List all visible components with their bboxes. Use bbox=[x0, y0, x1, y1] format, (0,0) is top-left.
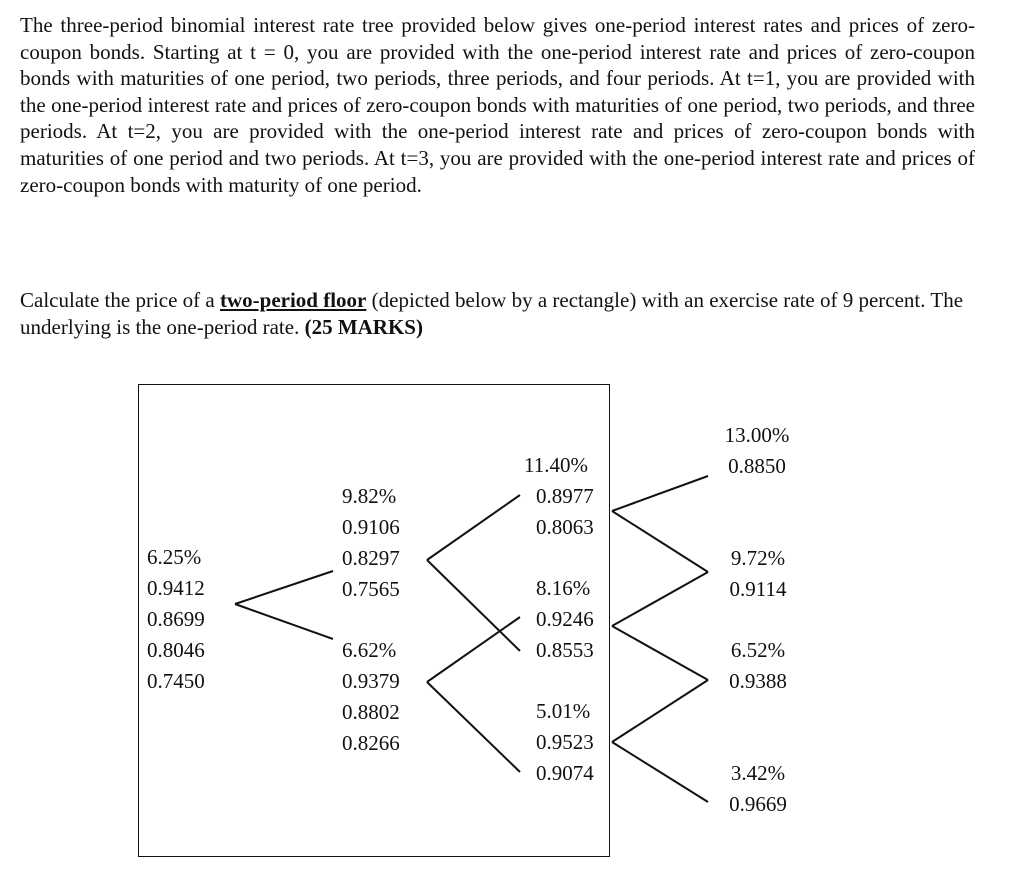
node-price: 0.9379 bbox=[342, 669, 400, 693]
node-price: 0.9669 bbox=[729, 792, 787, 816]
question-text-middle: (depicted below by a rectangle) with an exercise rate of 9 percent. The underlying is the one-period rate. bbox=[20, 288, 964, 339]
node-price: 0.9074 bbox=[536, 761, 594, 785]
node-price: 0.7450 bbox=[147, 669, 205, 693]
node-t3-udd bbox=[718, 635, 798, 697]
node-t2-dd bbox=[536, 696, 594, 789]
node-t3-uuu bbox=[712, 420, 802, 482]
node-price: 0.9412 bbox=[147, 576, 205, 600]
branch-t2dd-up bbox=[612, 680, 708, 742]
node-t3-uud bbox=[718, 543, 798, 605]
node-price: 0.7565 bbox=[342, 577, 400, 601]
node-rate: 6.52% bbox=[730, 638, 786, 662]
branch-t2uu-down bbox=[612, 511, 708, 572]
node-price: 0.9106 bbox=[342, 515, 400, 539]
node-t0 bbox=[147, 542, 205, 697]
node-t2-ud bbox=[536, 573, 594, 666]
node-rate: 3.42% bbox=[730, 761, 786, 785]
node-price: 0.8850 bbox=[728, 454, 786, 478]
node-price: 0.8699 bbox=[147, 607, 205, 631]
node-rate: 8.16% bbox=[536, 576, 591, 600]
intro-paragraph: The three-period binomial interest rate tree provided below gives one-period interest rates and prices of zero-coupon bonds. Starting at t = 0, you are provided with the one-period interest rate and prices of zero-coupon bonds with maturities of one period, two periods, three periods, and four periods. At t=1, you are provided with the one-period interest rate and prices of zero-coupon bonds with maturities of one period, two periods, and three periods. At t=2, you are provided with the one-period interest rate and prices of zero-coupon bonds with maturities of one period and two periods. At t=3, you are provided with the one-period interest rate and prices of zero-coupon bonds with maturity of one period. bbox=[20, 13, 975, 197]
node-price: 0.9388 bbox=[729, 669, 787, 693]
node-rate: 9.72% bbox=[730, 546, 786, 570]
node-price: 0.8802 bbox=[342, 700, 400, 724]
node-price: 0.8266 bbox=[342, 731, 400, 755]
node-t1-up bbox=[342, 481, 400, 605]
question-text-start: Calculate the price of a bbox=[20, 288, 220, 312]
node-price: 0.9114 bbox=[729, 577, 787, 601]
node-rate: 9.82% bbox=[342, 484, 397, 508]
node-price: 0.9523 bbox=[536, 730, 594, 754]
node-rate: 6.62% bbox=[342, 638, 397, 662]
node-t3-ddd bbox=[718, 758, 798, 820]
node-price: 0.8297 bbox=[342, 546, 400, 570]
node-price: 0.8063 bbox=[536, 515, 594, 539]
node-price: 0.8046 bbox=[147, 638, 205, 662]
node-price: 0.8553 bbox=[536, 638, 594, 662]
node-price: 0.8977 bbox=[536, 484, 594, 508]
two-period-floor-term: two-period floor bbox=[219, 288, 367, 312]
branch-t2ud-down bbox=[612, 626, 708, 680]
node-rate: 6.25% bbox=[147, 545, 202, 569]
marks-label: (25 MARKS) bbox=[304, 315, 423, 339]
node-t2-uu bbox=[524, 450, 594, 543]
node-t1-down bbox=[342, 635, 400, 759]
node-rate: 5.01% bbox=[536, 699, 591, 723]
node-rate: 13.00% bbox=[724, 423, 790, 447]
branch-t2ud-up bbox=[612, 572, 708, 626]
node-price: 0.9246 bbox=[536, 607, 594, 631]
node-rate: 11.40% bbox=[524, 453, 588, 477]
branch-t2uu-up bbox=[612, 476, 708, 511]
branch-t2dd-down bbox=[612, 742, 708, 802]
